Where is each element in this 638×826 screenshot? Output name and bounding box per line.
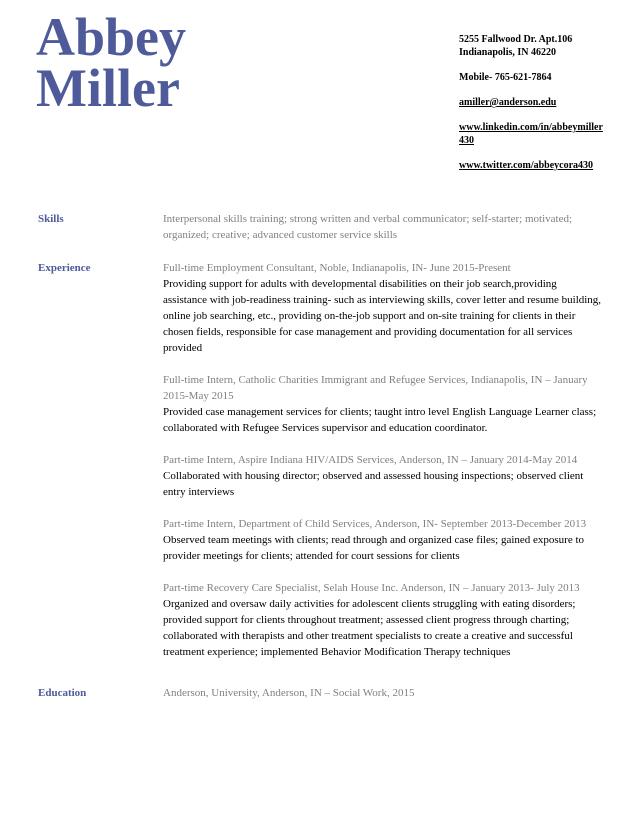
- entry-title: Part-time Intern, Department of Child Services, Anderson, IN- September 2013-December 2013: [163, 518, 587, 530]
- linkedin-line-2: 430: [459, 135, 474, 146]
- experience-entry: [163, 580, 603, 660]
- skills-label: Skills: [38, 213, 64, 225]
- spacer: [459, 84, 629, 96]
- spacer: [459, 109, 629, 121]
- spacer: [459, 59, 629, 71]
- experience-list: [163, 260, 603, 676]
- education-text: Anderson, University, Anderson, IN – Social Work, 2015: [163, 687, 415, 699]
- entry-title: Part-time Intern, Aspire Indiana HIV/AIDS Services, Anderson, IN – January 2014-May 2014: [163, 454, 578, 466]
- education-label: Education: [38, 687, 87, 699]
- address-line-1: 5255 Fallwood Dr. Apt.106: [459, 34, 573, 45]
- experience-entry: [163, 516, 603, 564]
- resume-name: [36, 7, 187, 118]
- experience-entry: [163, 372, 603, 436]
- entry-title: Full-time Intern, Catholic Charities Immigrant and Refugee Services, Indianapolis, IN – January 2015-May 2015: [163, 374, 588, 402]
- entry-description: Organized and oversaw daily activities for adolescent clients struggling with eating disorders; provided support for clients throughout treatment; assessed client progress through charting; collaborated with therapists and other treatment specialists to create a creative and successful treatment experience; implemented Behavior Modification Therapy techniques: [163, 598, 576, 658]
- mobile-number: Mobile- 765-621-7864: [459, 72, 552, 83]
- experience-entry: [163, 260, 603, 356]
- linkedin-link[interactable]: [459, 121, 629, 147]
- experience-entry: [163, 452, 603, 500]
- entry-description: Providing support for adults with developmental disabilities on their job search,providing assistance with job-readiness training- such as interviewing skills, cover letter and resume building, online job searching, etc., providing on-the-job support and on-site training for clients in their chosen fields, responsible for case management and providing documentation for all services provided: [163, 278, 602, 354]
- entry-title: Full-time Employment Consultant, Noble, Indianapolis, IN- June 2015-Present: [163, 262, 511, 274]
- entry-description: Observed team meetings with clients; read through and organized case files; gained exposure to provider meetings for clients; attended for court sessions for clients: [163, 534, 585, 562]
- experience-label: Experience: [38, 262, 91, 274]
- address-line-2: Indianapolis, IN 46220: [459, 47, 556, 58]
- skills-text: Interpersonal skills training; strong written and verbal communicator; self-starter; motivated; organized; creative; advanced customer service skills: [163, 213, 573, 241]
- first-name: Abbey: [36, 7, 187, 67]
- entry-title: Part-time Recovery Care Specialist, Selah House Inc. Anderson, IN – January 2013- July 2013: [163, 582, 580, 594]
- entry-description: Provided case management services for clients; taught intro level English Language Learner class; collaborated with Refugee Services supervisor and education coordinator.: [163, 406, 597, 434]
- spacer: [459, 147, 629, 159]
- contact-block: [459, 33, 629, 172]
- entry-description: Collaborated with housing director; observed and assessed housing inspections; observed client entry interviews: [163, 470, 584, 498]
- email-link[interactable]: amiller@anderson.edu: [459, 97, 557, 108]
- last-name: Miller: [36, 58, 180, 118]
- twitter-link[interactable]: www.twitter.com/abbeycora430: [459, 160, 594, 171]
- linkedin-line-1: www.linkedin.com/in/abbeymiller: [459, 122, 603, 133]
